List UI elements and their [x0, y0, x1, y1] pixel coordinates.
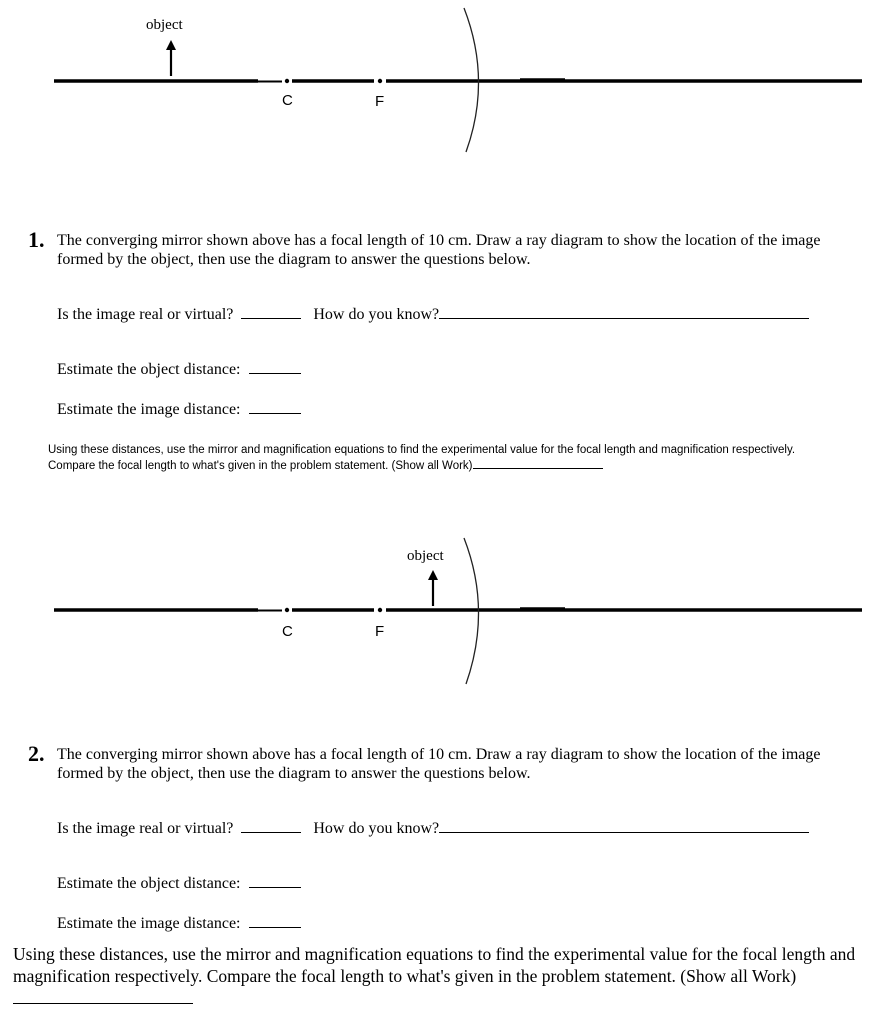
image-distance-prompt: Estimate the image distance: — [57, 915, 241, 932]
how-know-prompt: How do you know? — [313, 306, 440, 323]
focal-label: F — [375, 623, 385, 640]
question-number: 2. — [28, 741, 45, 766]
question-text: The converging mirror shown above has a focal length of 10 cm. Draw a ray diagram to show the location of the image formed by the object, then use the diagram to answer the questions below. — [57, 232, 821, 268]
how-know-prompt: How do you know? — [313, 820, 440, 837]
center-label: C — [282, 92, 293, 109]
object-distance-line — [57, 873, 301, 893]
real-virtual-prompt: Is the image real or virtual? — [57, 820, 234, 837]
image-distance-line — [57, 399, 301, 419]
principal-axis — [54, 81, 862, 82]
image-distance-prompt: Estimate the image distance: — [57, 401, 241, 418]
center-point — [285, 79, 289, 83]
question-text: The converging mirror shown above has a focal length of 10 cm. Draw a ray diagram to show the location of the image formed by the object, then use the diagram to answer the questions below. — [57, 746, 821, 782]
real-virtual-answer-blank[interactable] — [241, 304, 301, 319]
object-distance-blank[interactable] — [249, 359, 301, 374]
image-distance-blank[interactable] — [249, 913, 301, 928]
how-know-answer-blank[interactable] — [439, 304, 809, 319]
work-answer-blank[interactable] — [13, 987, 193, 1004]
focal-label: F — [375, 93, 385, 110]
real-virtual-line — [57, 818, 809, 838]
object-distance-prompt: Estimate the object distance: — [57, 875, 241, 892]
real-virtual-line — [57, 304, 809, 324]
image-distance-line — [57, 913, 301, 933]
how-know-answer-blank[interactable] — [439, 818, 809, 833]
center-label: C — [282, 623, 293, 640]
object-label: object — [146, 17, 183, 33]
object-arrow — [166, 40, 176, 76]
instructions — [48, 442, 808, 474]
center-point — [285, 608, 289, 612]
focal-point — [378, 608, 382, 612]
focal-point — [378, 79, 382, 83]
question-number: 1. — [28, 227, 45, 252]
real-virtual-answer-blank[interactable] — [241, 818, 301, 833]
instructions — [13, 943, 891, 1009]
object-arrow — [428, 570, 438, 606]
object-distance-line — [57, 359, 301, 379]
mirror-diagram-2 — [0, 530, 895, 690]
image-distance-blank[interactable] — [249, 399, 301, 414]
principal-axis — [54, 610, 862, 611]
mirror-diagram-1 — [0, 0, 895, 160]
object-distance-prompt: Estimate the object distance: — [57, 361, 241, 378]
work-answer-blank[interactable] — [473, 458, 603, 469]
real-virtual-prompt: Is the image real or virtual? — [57, 306, 234, 323]
object-label: object — [407, 548, 444, 564]
object-distance-blank[interactable] — [249, 873, 301, 888]
instructions-text: Using these distances, use the mirror and magnification equations to find the experimental value for the focal length and magnification respectively. Compare the focal length to what's given in the problem statement. (Show all Work) — [13, 944, 856, 986]
instructions-text: Using these distances, use the mirror and magnification equations to find the experimental value for the focal length and magnification respectively. Compare the focal length to what's given in the problem statement. (Show all Work) — [48, 444, 796, 472]
